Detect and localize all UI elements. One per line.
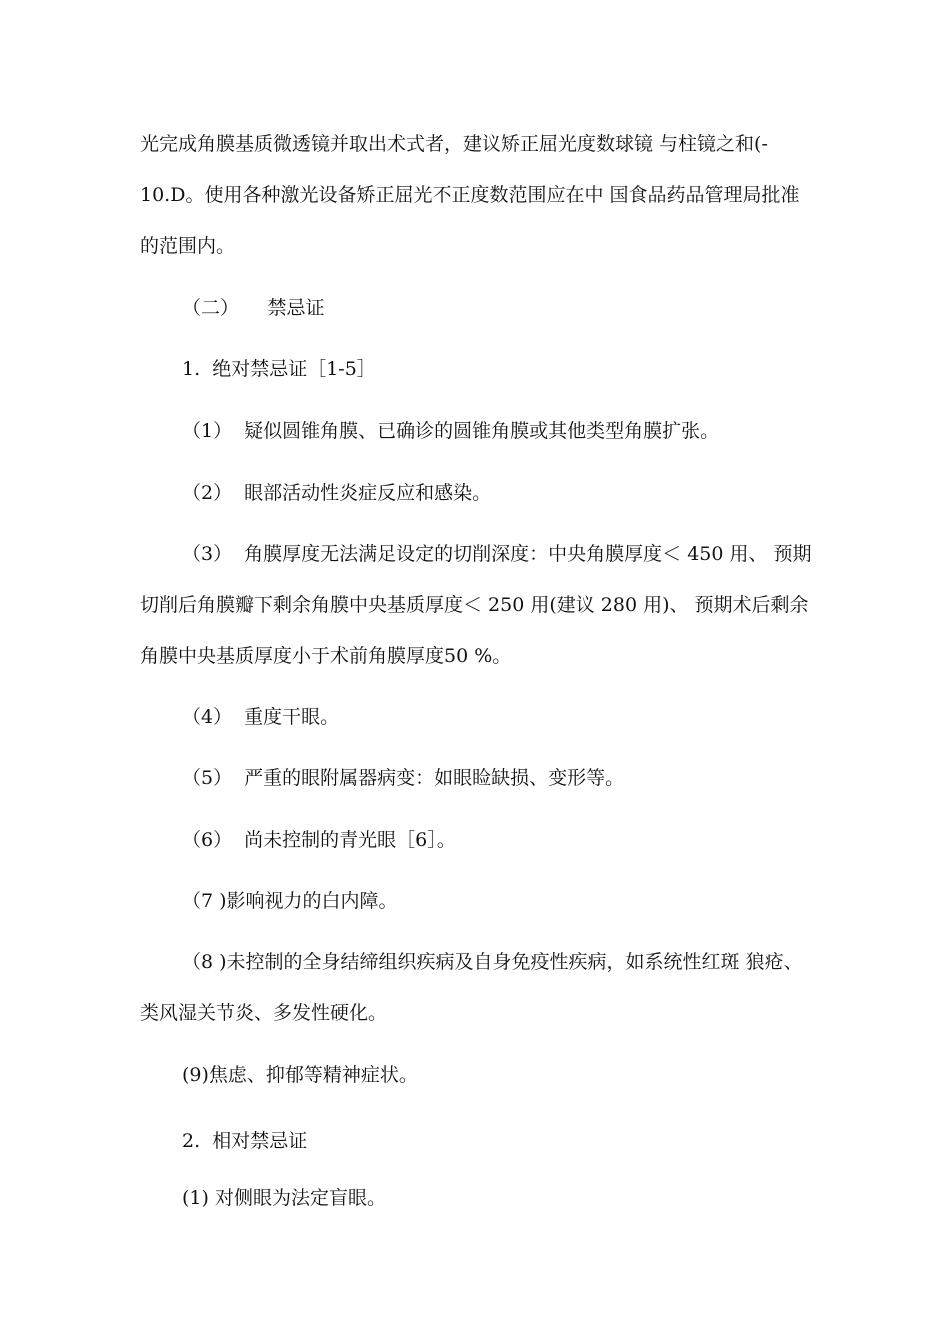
section-heading-contraindications: （二） 禁忌证 [182, 297, 325, 319]
intro-line-1: 光完成角膜基质微透镜并取出术式者，建议矫正屈光度数球镜 与柱镜之和(- [140, 133, 768, 155]
absolute-item-7: （7 )影响视力的白内障。 [182, 890, 398, 912]
relative-item-1: (1) 对侧眼为法定盲眼。 [182, 1187, 386, 1209]
absolute-item-3-line-2: 切削后角膜瓣下剩余角膜中央基质厚度＜ 250 ⽤(建议 280 ⽤)、 预期术后剩余 [140, 594, 809, 616]
absolute-item-5: （5） 严重的眼附属器病变：如眼睑缺损、变形等。 [182, 767, 625, 789]
absolute-item-3-line-3: 角膜中央基质厚度小于术前角膜厚度50 %。 [140, 645, 512, 667]
absolute-item-9: (9)焦虑、抑郁等精神症状。 [182, 1064, 418, 1086]
absolute-item-8-line-1: （8 )未控制的全身结缔组织疾病及自身免疫性疾病，如系统性红斑 狼疮、 [182, 951, 803, 973]
absolute-item-3-line-1: （3） 角膜厚度无法满足设定的切削深度：中央角膜厚度＜ 450 ⽤、 预期 [182, 543, 812, 565]
relative-contraindications-heading: 2. 相对禁忌证 [182, 1130, 308, 1152]
intro-line-3: 的范围内。 [140, 235, 236, 257]
absolute-item-2: （2） 眼部活动性炎症反应和感染。 [182, 482, 492, 504]
absolute-item-1: （1） 疑似圆锥角膜、已确诊的圆锥角膜或其他类型角膜扩张。 [182, 420, 720, 442]
absolute-item-4: （4） 重度干眼。 [182, 706, 340, 728]
intro-line-2: 10.D。使用各种激光设备矫正屈光不正度数范围应在中 国食品药品管理局批准 [140, 184, 800, 206]
absolute-contraindications-heading: 1. 绝对禁忌证［1-5］ [182, 358, 376, 380]
absolute-item-6: （6） 尚未控制的青光眼［6］。 [182, 829, 456, 851]
absolute-item-8-line-2: 类风湿关节炎、多发性硬化。 [140, 1002, 388, 1024]
